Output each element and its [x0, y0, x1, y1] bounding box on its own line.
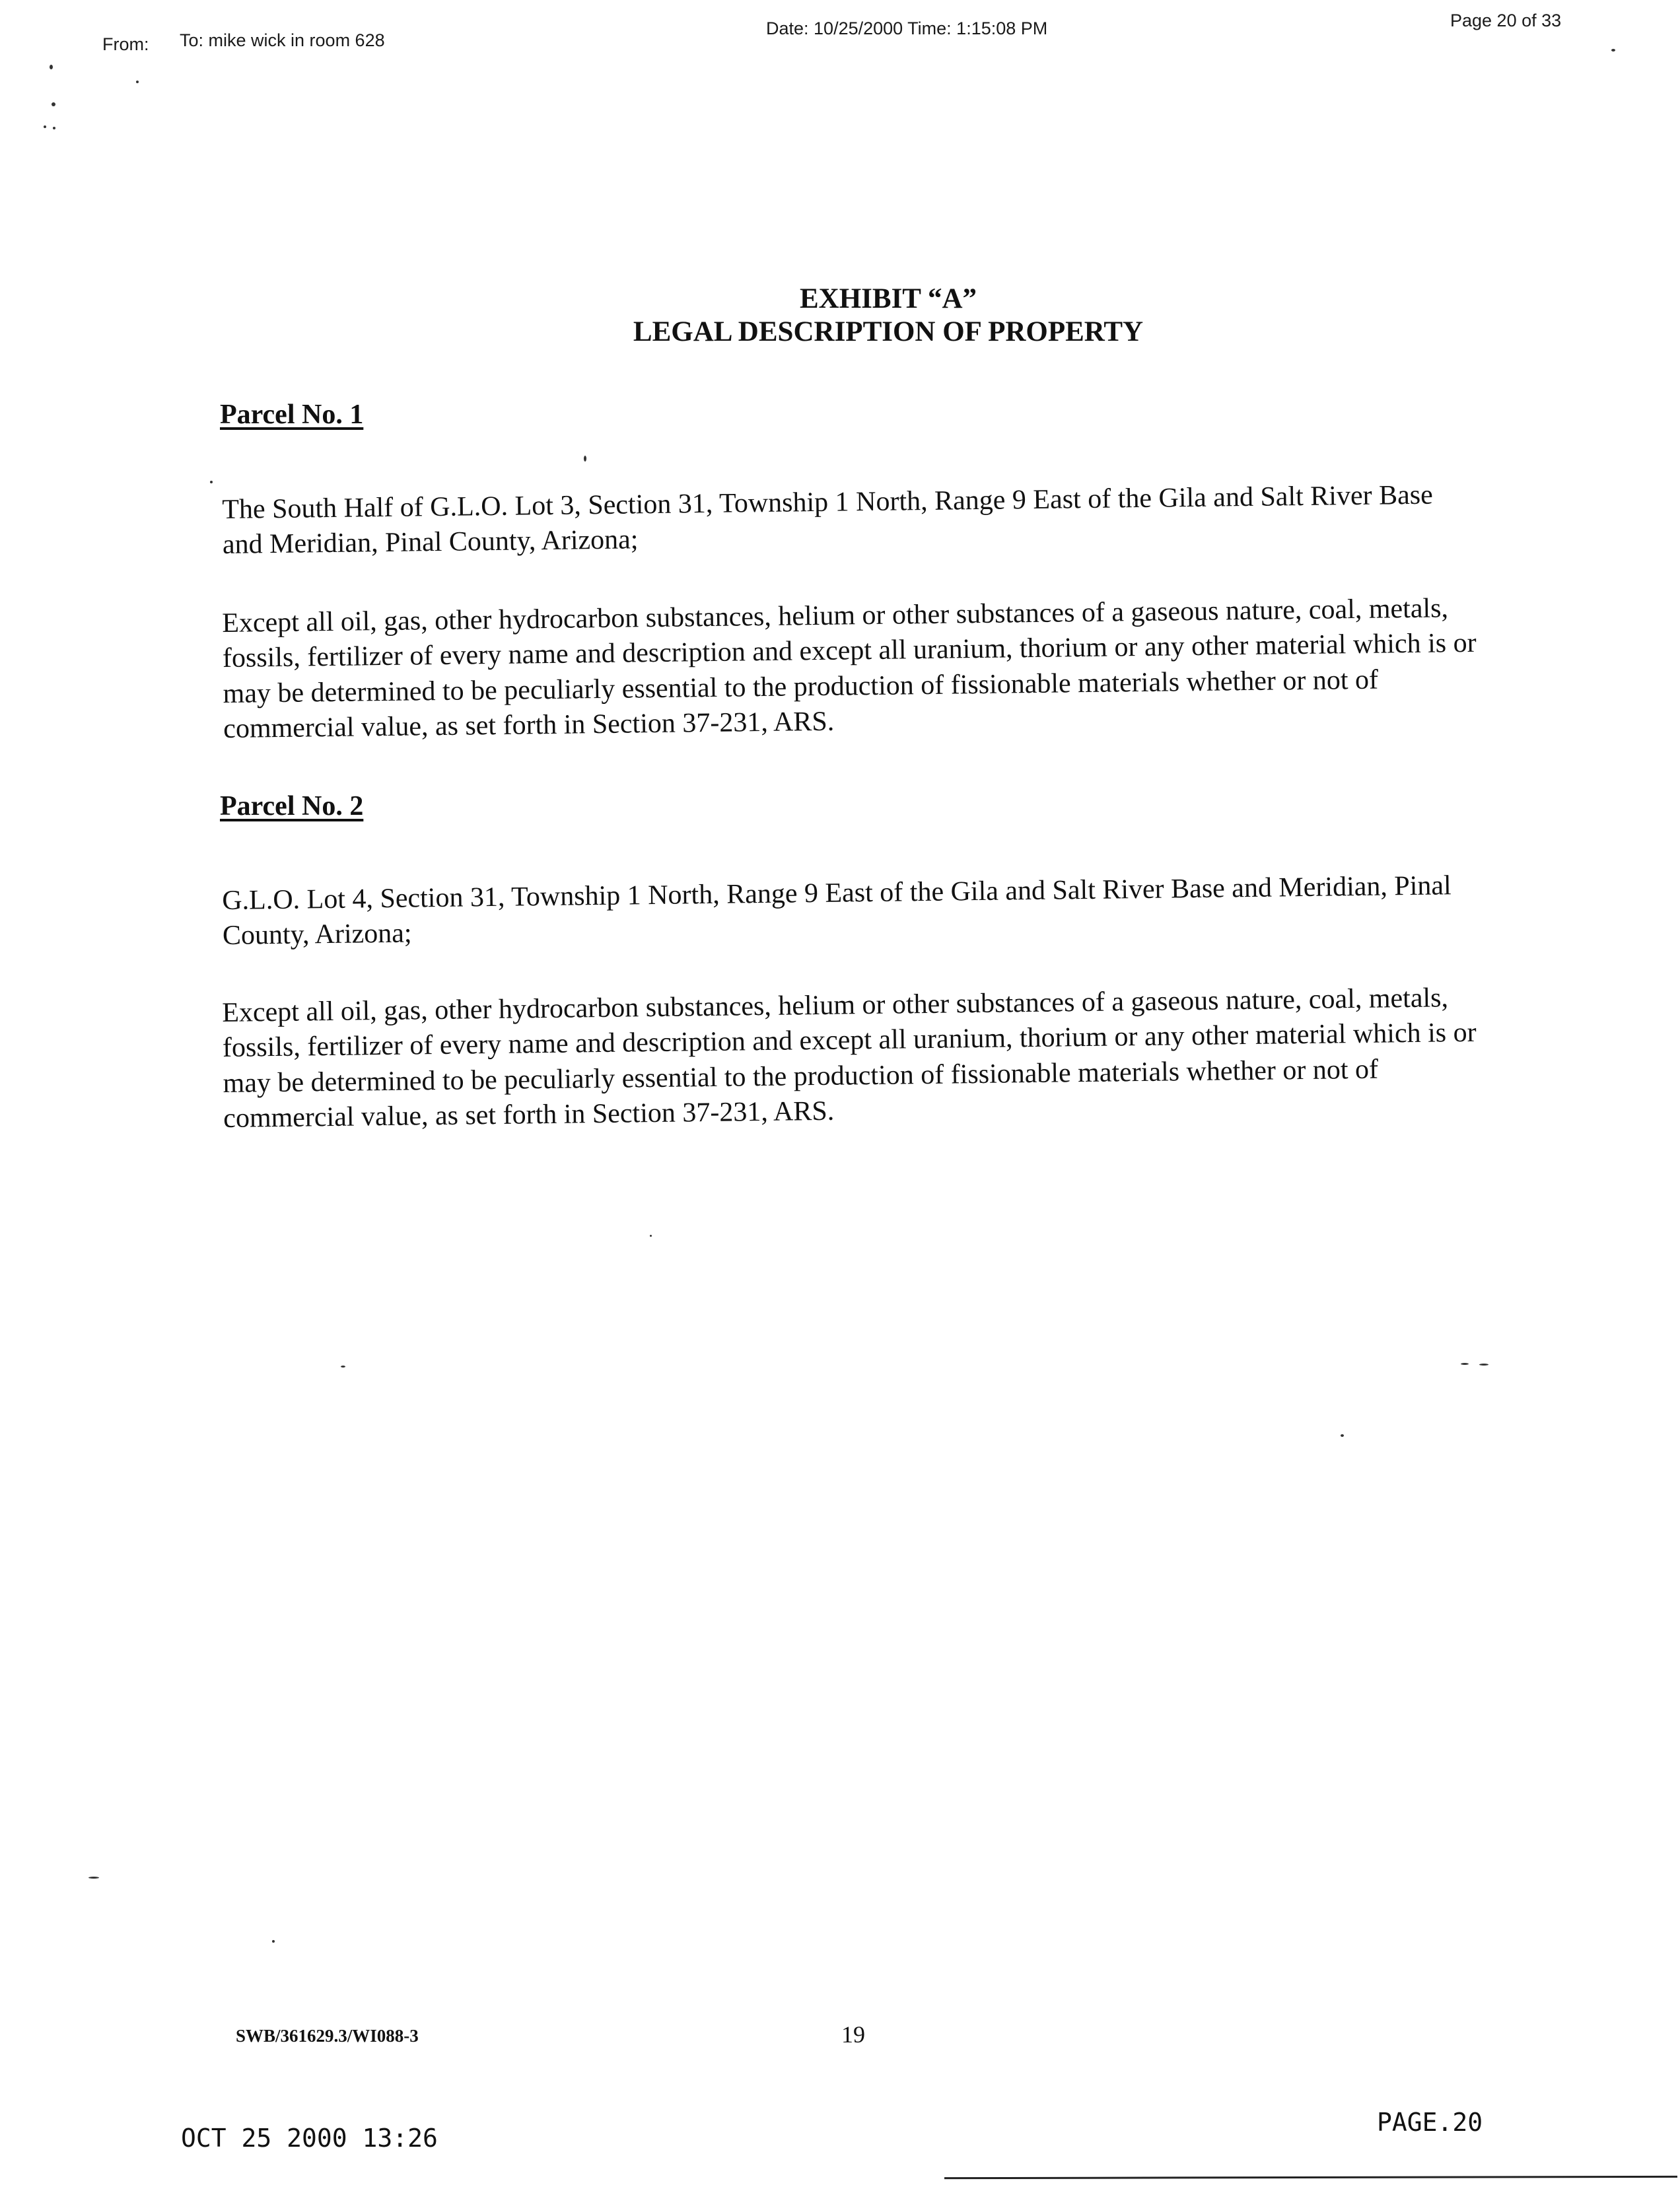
parcel-1-heading: Parcel No. 1 — [220, 399, 364, 430]
scan-speck — [53, 127, 55, 129]
scan-speck — [1479, 1364, 1488, 1366]
scan-speck — [136, 81, 139, 83]
scan-speck — [50, 65, 53, 69]
parcel-2-exception: Except all oil, gas, other hydrocarbon substances, helium or other substances of a gaseous nature, coal, metals, fossils, fertilizer of every name and description and except all uranium, thorium or any other material which is or may be determined to be peculiarly essential to the production of fissionable materials whether or not of commercial value, as set forth in Section 37-231, ARS. — [222, 983, 1477, 1134]
scan-speck — [272, 1940, 275, 1943]
fax-from-label: From: — [102, 34, 149, 54]
parcel-2-heading: Parcel No. 2 — [220, 791, 364, 821]
scan-speck — [52, 102, 55, 106]
scan-speck — [1461, 1363, 1469, 1365]
scan-speck — [1341, 1434, 1344, 1437]
scan-speck — [341, 1366, 345, 1368]
document-subtitle: LEGAL DESCRIPTION OF PROPERTY — [633, 316, 1144, 347]
scan-speck — [44, 125, 46, 128]
parcel-1-description: The South Half of G.L.O. Lot 3, Section 31, Township 1 North, Range 9 East of the Gila and Salt River Base and Meridian, Pinal County, Arizona; — [222, 479, 1433, 561]
parcel-1-exception: Except all oil, gas, other hydrocarbon substances, helium or other substances of a gaseous nature, coal, metals, fossils, fertilizer of every name and description and except all uranium, thorium or any other material which is or may be determined to be peculiarly essential to the production of fissionable materials whether or not of commercial value, as set forth in Section 37-231, ARS. — [222, 593, 1477, 744]
scan-speck — [210, 481, 213, 483]
parcel-2-description: G.L.O. Lot 4, Section 31, Township 1 North, Range 9 East of the Gila and Salt River Base and Meridian, Pinal County, Arizona; — [222, 870, 1452, 952]
fax-recipient: To: mike wick in room 628 — [180, 30, 385, 50]
fax-datetime: Date: 10/25/2000 Time: 1:15:08 PM — [766, 18, 1048, 38]
fax-timestamp: OCT 25 2000 13:26 — [181, 2124, 438, 2153]
page-number: 19 — [841, 2021, 865, 2048]
scan-speck — [88, 1877, 99, 1879]
scan-speck — [1611, 49, 1615, 52]
bottom-rule — [944, 2176, 1677, 2179]
exhibit-title: EXHIBIT “A” — [799, 283, 977, 314]
scan-speck — [584, 456, 586, 462]
document-id: SWB/361629.3/WI088-3 — [236, 2026, 419, 2046]
scan-speck — [650, 1235, 652, 1237]
fax-page-count: Page 20 of 33 — [1450, 11, 1562, 30]
fax-page-label: PAGE.20 — [1377, 2108, 1483, 2137]
